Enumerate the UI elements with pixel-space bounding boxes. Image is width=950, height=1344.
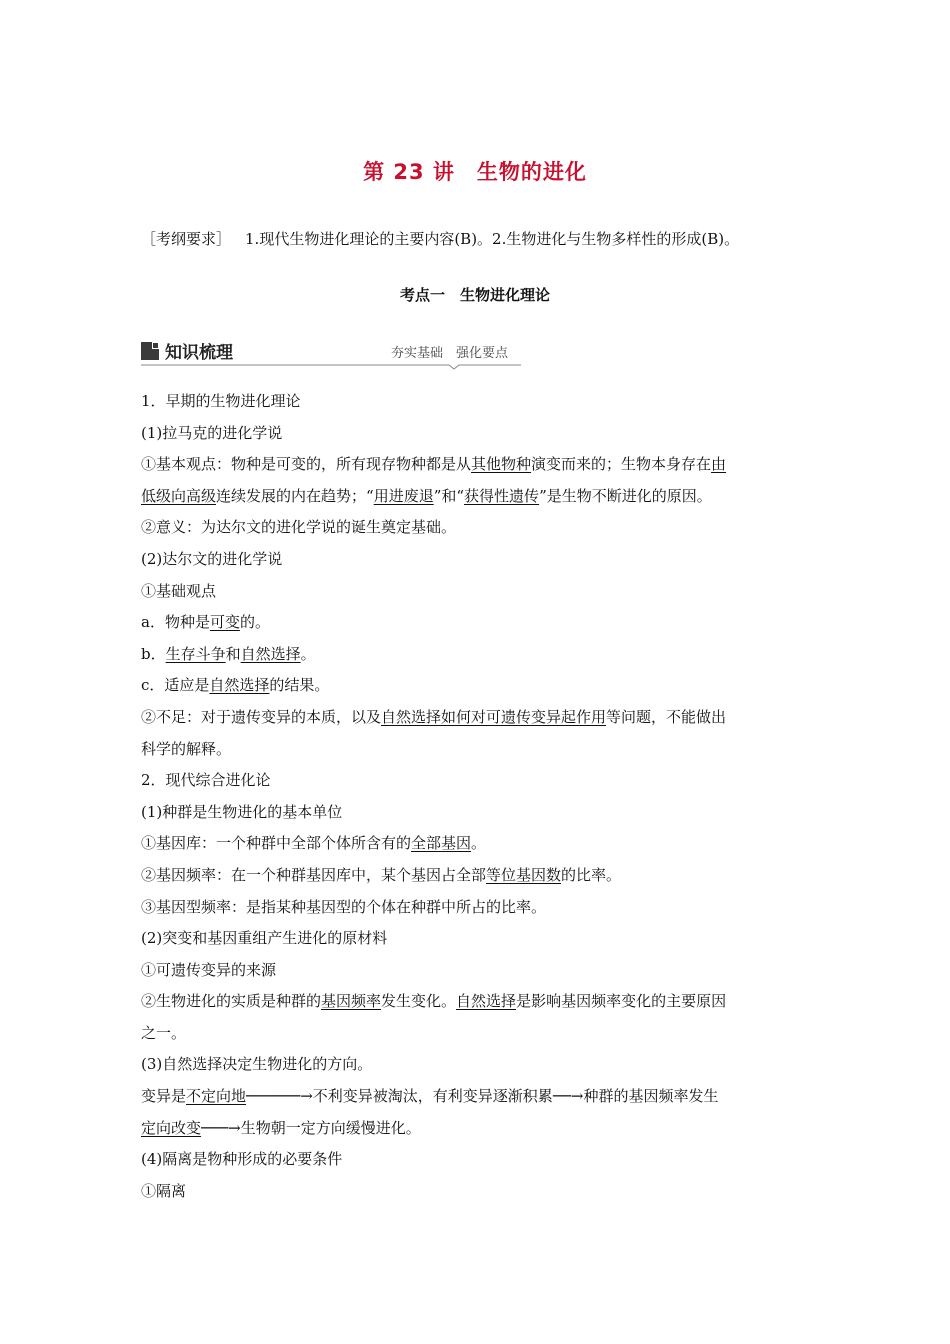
item-variation-source: ①可遗传变异的来源 xyxy=(141,960,277,979)
item-gene-frequency: ②基因频率：在一个种群基因库中，某个基因占全部等位基因数的比率。 xyxy=(141,865,622,884)
paragraph-selection-flow: 变异是不定向地──────→不利变异被淘汰，有利变异逐渐积累──→种群的基因频率发生 xyxy=(141,1087,719,1106)
banner-square-icon xyxy=(141,342,159,360)
arrow-icon: ───→ xyxy=(201,1118,241,1137)
subheading-darwin: (2)达尔文的进化学说 xyxy=(141,549,283,568)
blank-answer: 定向改变 xyxy=(141,1118,202,1137)
blank-answer: 全部基因 xyxy=(411,834,472,853)
item-a: a．物种是可变的。 xyxy=(141,613,270,632)
subheading-lamarck: (1)拉马克的进化学说 xyxy=(141,423,283,442)
item-c: c．适应是自然选择的结果。 xyxy=(141,676,330,695)
banner-underline xyxy=(141,360,523,370)
item-b: b．生存斗争和自然选择。 xyxy=(141,644,316,663)
blank-answer: 基因频率 xyxy=(321,992,382,1011)
section-banner xyxy=(141,338,521,368)
item-evolution-essence-cont: 之一。 xyxy=(141,1023,187,1042)
requirements-label: ［考纲要求］ xyxy=(141,230,232,248)
subheading-mutation: (2)突变和基因重组产生进化的原材料 xyxy=(141,929,388,948)
blank-answer: 生存斗争 xyxy=(165,644,226,663)
requirements-text: 1.现代生物进化理论的主要内容(B)。2.生物进化与生物多样性的形成(B)。 xyxy=(245,230,740,248)
subheading-population: (1)种群是生物进化的基本单位 xyxy=(141,802,343,821)
page-title: 第 23 讲 生物的进化 xyxy=(363,160,587,184)
blank-answer: 其他物种 xyxy=(471,455,532,474)
paragraph-lamarck-view-cont: 低级向高级连续发展的内在趋势；“用进废退”和“获得性遗传”是生物不断进化的原因。 xyxy=(141,486,712,505)
blank-answer: 用进废退 xyxy=(373,486,434,505)
blank-answer: 获得性遗传 xyxy=(464,486,540,505)
arrow-icon: ──→ xyxy=(552,1087,584,1106)
blank-answer: 由 xyxy=(711,455,727,474)
paragraph-darwin-shortcoming-cont: 科学的解释。 xyxy=(141,739,232,758)
item-isolation: ①隔离 xyxy=(141,1181,187,1200)
paragraph-darwin-shortcoming: ②不足：对于遗传变异的本质，以及自然选择如何对可遗传变异起作用等问题，不能做出 xyxy=(141,707,727,726)
item-evolution-essence: ②生物进化的实质是种群的基因频率发生变化。自然选择是影响基因频率变化的主要原因 xyxy=(141,992,727,1011)
blank-answer: 等位基因数 xyxy=(486,865,562,884)
section-title: 考点一 生物进化理论 xyxy=(399,286,550,304)
blank-answer: 不定向地 xyxy=(186,1087,247,1106)
exam-requirements xyxy=(141,228,821,249)
blank-answer: 自然选择 xyxy=(209,676,270,695)
content-body xyxy=(141,386,813,1207)
subheading-natural-selection: (3)自然选择决定生物进化的方向。 xyxy=(141,1055,373,1074)
blank-answer: 自然选择如何对可遗传变异起作用 xyxy=(381,707,607,726)
blank-answer: 低级向高级 xyxy=(141,486,217,505)
banner-subtitle: 夯实基础 强化要点 xyxy=(391,346,509,361)
arrow-icon: ──────→ xyxy=(246,1087,313,1106)
blank-answer: 自然选择 xyxy=(240,644,301,663)
banner-label: 知识梳理 xyxy=(165,343,233,363)
heading-modern-synthesis: 2．现代综合进化论 xyxy=(141,771,271,790)
blank-answer: 可变 xyxy=(209,613,240,632)
heading-early-theory: 1．早期的生物进化理论 xyxy=(141,392,301,410)
blank-answer: 自然选择 xyxy=(456,992,517,1011)
paragraph-lamarck-significance: ②意义：为达尔文的进化学说的诞生奠定基础。 xyxy=(141,518,457,537)
item-genotype-frequency: ③基因型频率：是指某种基因型的个体在种群中所占的比率。 xyxy=(141,897,547,916)
paragraph-selection-flow-cont: 定向改变───→生物朝一定方向缓慢进化。 xyxy=(141,1118,421,1137)
subheading-isolation: (4)隔离是物种形成的必要条件 xyxy=(141,1150,343,1169)
paragraph-lamarck-view: ①基本观点：物种是可变的，所有现存物种都是从其他物种演变而来的；生物本身存在由 xyxy=(141,455,727,474)
item-darwin-basic: ①基础观点 xyxy=(141,581,217,600)
item-gene-pool: ①基因库：一个种群中全部个体所含有的全部基因。 xyxy=(141,834,487,853)
